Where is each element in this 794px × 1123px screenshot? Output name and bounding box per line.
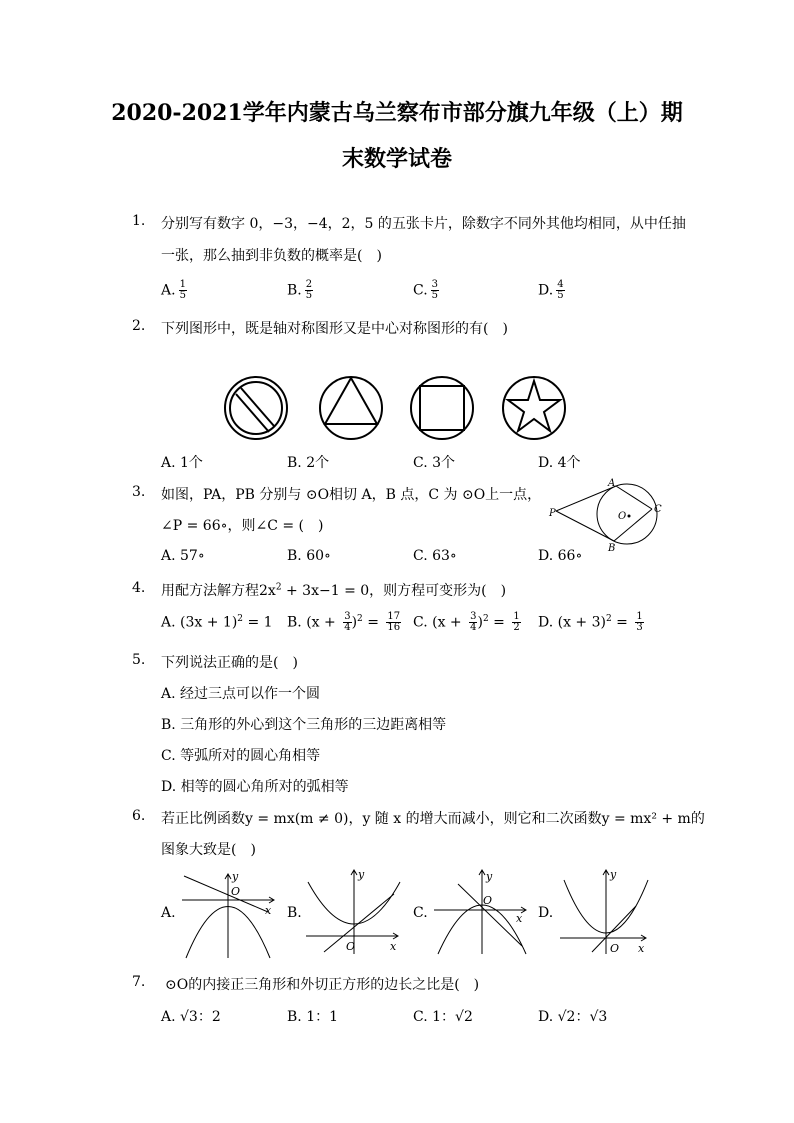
q5-number: 5.: [132, 652, 146, 668]
svg-text:O: O: [231, 885, 241, 898]
q3-option-d: D. 66∘: [538, 548, 583, 564]
q6-graph-c: [430, 866, 530, 956]
q6-graph-a: [178, 870, 278, 960]
q5-text: 下列说法正确的是( ): [161, 655, 298, 671]
svg-text:O: O: [346, 940, 356, 953]
q6-option-a: A.: [161, 905, 176, 921]
q1-option-d: D. $\frac{4}{5}$: [538, 279, 564, 301]
q4-option-b: B. (x + $\frac{3}{4}$ )$^2$ = $\frac{17}{16}$: [287, 611, 401, 633]
svg-text:x: x: [516, 912, 523, 925]
svg-text:y: y: [610, 868, 617, 881]
q2-option-c: C. 3个: [413, 455, 456, 471]
page-title-line2: 末数学试卷: [341, 146, 452, 172]
q2-option-d: D. 4个: [538, 455, 581, 471]
q1-number: 1.: [132, 213, 146, 229]
q7-option-d: D. √2：√3: [538, 1009, 608, 1025]
label-p: P: [549, 508, 556, 519]
q7-text: ⊙O的内接正三角形和外切正方形的边长之比是( ): [165, 977, 480, 993]
svg-text:O: O: [610, 942, 620, 955]
q1-text-line1: 分别写有数字 0，−3，−4，2，5 的五张卡片，除数字不同外其他均相同，从中任抽: [161, 216, 686, 232]
q6-text-line2: 图象大致是( ): [161, 842, 256, 858]
svg-text:x: x: [390, 940, 397, 953]
page-title-line1: 2020-2021学年内蒙古乌兰察布市部分旗九年级（上）期: [111, 100, 683, 126]
q4-option-c: C. (x + $\frac{3}{4}$ )$^2$ = $\frac{1}{2}$: [413, 611, 520, 633]
q3-tangent-figure: [540, 476, 666, 556]
circle-with-triangle-figure: [320, 377, 382, 439]
svg-text:O: O: [483, 894, 493, 907]
q2-figures: [222, 372, 572, 444]
q3-text-line2: ∠P = 66∘，则∠C = ( ): [161, 518, 324, 534]
q5-option-d: D. 相等的圆心角所对的弧相等: [161, 779, 349, 795]
q3-option-b: B. 60∘: [287, 548, 331, 564]
svg-text:y: y: [232, 870, 239, 883]
q2-option-b: B. 2个: [287, 455, 330, 471]
circle-with-band-figure: [225, 377, 287, 439]
circle-with-star-figure: [503, 377, 565, 439]
q1-option-a: A. $\frac{1}{5}$: [161, 279, 186, 301]
svg-text:x: x: [638, 942, 645, 955]
q5-option-b: B. 三角形的外心到这个三角形的三边距离相等: [161, 717, 447, 733]
q1-option-c: C. $\frac{3}{5}$: [413, 279, 439, 301]
q7-option-a: A. √3：2: [161, 1009, 221, 1025]
q5-option-a: A. 经过三点可以作一个圆: [161, 686, 321, 702]
q6-graph-b: [302, 866, 402, 956]
q5-option-c: C. 等弧所对的圆心角相等: [161, 748, 321, 764]
q4-option-a: A. $(3x + 1)^2 = 1$: [161, 614, 273, 631]
q6-option-b: B.: [287, 905, 302, 921]
q4-number: 4.: [132, 580, 146, 596]
q7-option-c: C. 1：√2: [413, 1009, 473, 1025]
svg-text:y: y: [486, 870, 493, 883]
q1-option-b: B. $\frac{2}{5}$: [287, 279, 313, 301]
label-b: B: [608, 543, 616, 554]
label-a: A: [608, 478, 616, 489]
q1-text-line2: 一张，那么抽到非负数的概率是( ): [161, 248, 382, 264]
q7-number: 7.: [132, 974, 146, 990]
q2-number: 2.: [132, 318, 146, 334]
q4-option-d: D. $(x + 3)^2$ = $\frac{1}{3}$: [538, 611, 643, 633]
q6-number: 6.: [132, 808, 146, 824]
q3-option-a: A. 57∘: [161, 548, 205, 564]
q3-text-line1: 如图，PA，PB 分别与 ⊙O相切 A，B 点，C 为 ⊙O上一点，: [161, 487, 542, 503]
q3-option-c: C. 63∘: [413, 548, 457, 564]
q2-text: 下列图形中，既是轴对称图形又是中心对称图形的有( ): [161, 321, 508, 337]
svg-text:x: x: [265, 904, 272, 917]
q6-option-c: C.: [413, 905, 428, 921]
label-o: O: [618, 511, 627, 522]
q7-option-b: B. 1：1: [287, 1009, 339, 1025]
label-c: C: [654, 504, 662, 515]
q6-text-line1: 若正比例函数y = mx(m ≠ 0)，y 随 x 的增大而减小，则它和二次函数y = mx² + m的: [161, 811, 705, 827]
q4-text: 用配方法解方程$2x^2 + 3x-1 = 0$，则方程可变形为( ): [161, 582, 507, 599]
q6-graph-d: [556, 866, 652, 956]
circle-with-square-figure: [411, 377, 473, 439]
q3-number: 3.: [132, 484, 146, 500]
svg-text:y: y: [358, 868, 365, 881]
q6-option-d: D.: [538, 905, 554, 921]
q2-option-a: A. 1个: [161, 455, 203, 471]
